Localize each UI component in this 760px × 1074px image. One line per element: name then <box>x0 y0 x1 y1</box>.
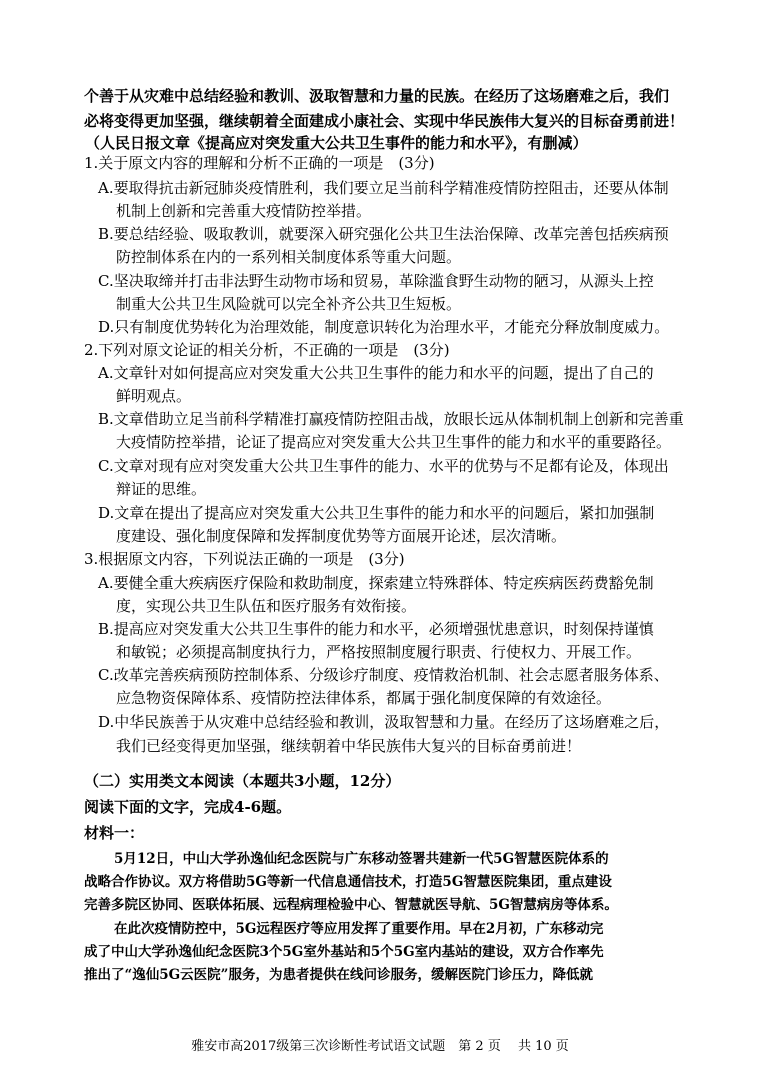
option-d: D.中华民族善于从灾难中总结经验和教训，汲取智慧和力量。在经历了这场磨难之后， <box>98 713 670 731</box>
option-b: B.要总结经验、吸取教训，就要深入研究强化公共卫生法治保障、改革完善包括疾病预 <box>98 225 669 243</box>
option-c: C.坚决取缔并打击非法野生动物市场和贸易，革除滥食野生动物的陋习，从源头上控 <box>98 272 654 290</box>
option-text: 鲜明观点。 <box>116 387 192 405</box>
material-label: 材料一： <box>84 824 145 842</box>
question-2: 2.下列对原文论证的相关分析，不正确的一项是 (3分) <box>84 341 450 359</box>
option-d: D.只有制度优势转化为治理效能，制度意识转化为治理水平，才能充分释放制度威力。 <box>98 318 670 336</box>
instruction: 阅读下面的文字，完成4-6题。 <box>84 798 292 816</box>
option-text: 应急物资保障体系、疫情防控法律体系，都属于强化制度保障的有效途径。 <box>116 689 612 707</box>
option-a: A.要健全重大疾病医疗保险和救助制度，探索建立特殊群体、特定疾病医药费豁免制 <box>98 574 654 592</box>
material-text: 成了中山大学孙逸仙纪念医院3个5G室外基站和5个5G室内基站的建设，双方合作率先 <box>84 944 604 960</box>
option-text: 制重大公共卫生风险就可以完全补齐公共卫生短板。 <box>116 295 462 313</box>
option-text: 我们已经变得更加坚强，继续朝着中华民族伟大复兴的目标奋勇前进！ <box>116 737 582 755</box>
option-text: 辩证的思维。 <box>116 480 207 498</box>
option-c: C.改革完善疾病预防控制体系、分级诊疗制度、疫情救治机制、社会志愿者服务体系、 <box>98 666 669 684</box>
section-heading: （二）实用类文本阅读（本题共3小题，12分） <box>84 772 401 790</box>
material-text: 完善多院区协同、医联体拓展、远程病理检验中心、智慧就医导航、5G智慧病房等体系。 <box>84 897 618 913</box>
option-text: 和敏锐；必须提高制度执行力，严格按照制度履行职责、行使权力、开展工作。 <box>116 643 642 661</box>
text-line: 个善于从灾难中总结经验和教训、汲取智慧和力量的民族。在经历了这场磨难之后，我们 <box>84 87 670 105</box>
material-paragraph: 在此次疫情防控中，5G远程医疗等应用发挥了重要作用。早在2月初，广东移动完 <box>114 921 604 937</box>
page-footer: 雅安市高2017级第三次诊断性考试语文试题 第 2 页 共 10 页 <box>191 1039 569 1054</box>
source-citation: （人民日报文章《提高应对突发重大公共卫生事件的能力和水平》，有删减） <box>85 134 588 152</box>
option-text: 大疫情防控举措，论证了提高应对突发重大公共卫生事件的能力和水平的重要路径。 <box>116 433 672 451</box>
option-d: D.文章在提出了提高应对突发重大公共卫生事件的能力和水平的问题后，紧扣加强制 <box>98 504 655 522</box>
option-text: 度建设、强化制度保障和发挥制度优势等方面展开论述，层次清晰。 <box>116 527 567 545</box>
option-text: 防控制体系在内的一系列相关制度体系等重大问题。 <box>116 248 462 266</box>
material-paragraph: 5月12日，中山大学孙逸仙纪念医院与广东移动签署共建新一代5G智慧医院体系的 <box>114 851 609 867</box>
material-text: 战略合作协议。双方将借助5G等新一代信息通信技术，打造5G智慧医院集团，重点建设 <box>84 874 612 890</box>
question-1: 1.关于原文内容的理解和分析不正确的一项是 (3分) <box>84 154 435 172</box>
text-line: 必将变得更加坚强，继续朝着全面建成小康社会、实现中华民族伟大复兴的目标奋勇前进！ <box>84 112 685 130</box>
option-c: C.文章对现有应对突发重大公共卫生事件的能力、水平的优势与不足都有论及，体现出 <box>98 457 669 475</box>
option-b: B.文章借助立足当前科学精准打赢疫情防控阻击战，放眼长远从体制机制上创新和完善重 <box>98 410 684 428</box>
option-a: A.要取得抗击新冠肺炎疫情胜利，我们要立足当前科学精准疫情防控阻击，还要从体制 <box>98 179 669 197</box>
option-text: 度，实现公共卫生队伍和医疗服务有效衔接。 <box>116 597 417 615</box>
material-text: 推出了“逸仙5G云医院”服务，为患者提供在线问诊服务，缓解医院门诊压力，降低就 <box>84 967 593 983</box>
option-b: B.提高应对突发重大公共卫生事件的能力和水平，必须增强忧患意识，时刻保持谨慎 <box>98 620 654 638</box>
option-a: A.文章针对如何提高应对突发重大公共卫生事件的能力和水平的问题，提出了自己的 <box>98 364 654 382</box>
option-text: 机制上创新和完善重大疫情防控举措。 <box>116 202 372 220</box>
question-3: 3.根据原文内容，下列说法正确的一项是 (3分) <box>84 550 405 568</box>
